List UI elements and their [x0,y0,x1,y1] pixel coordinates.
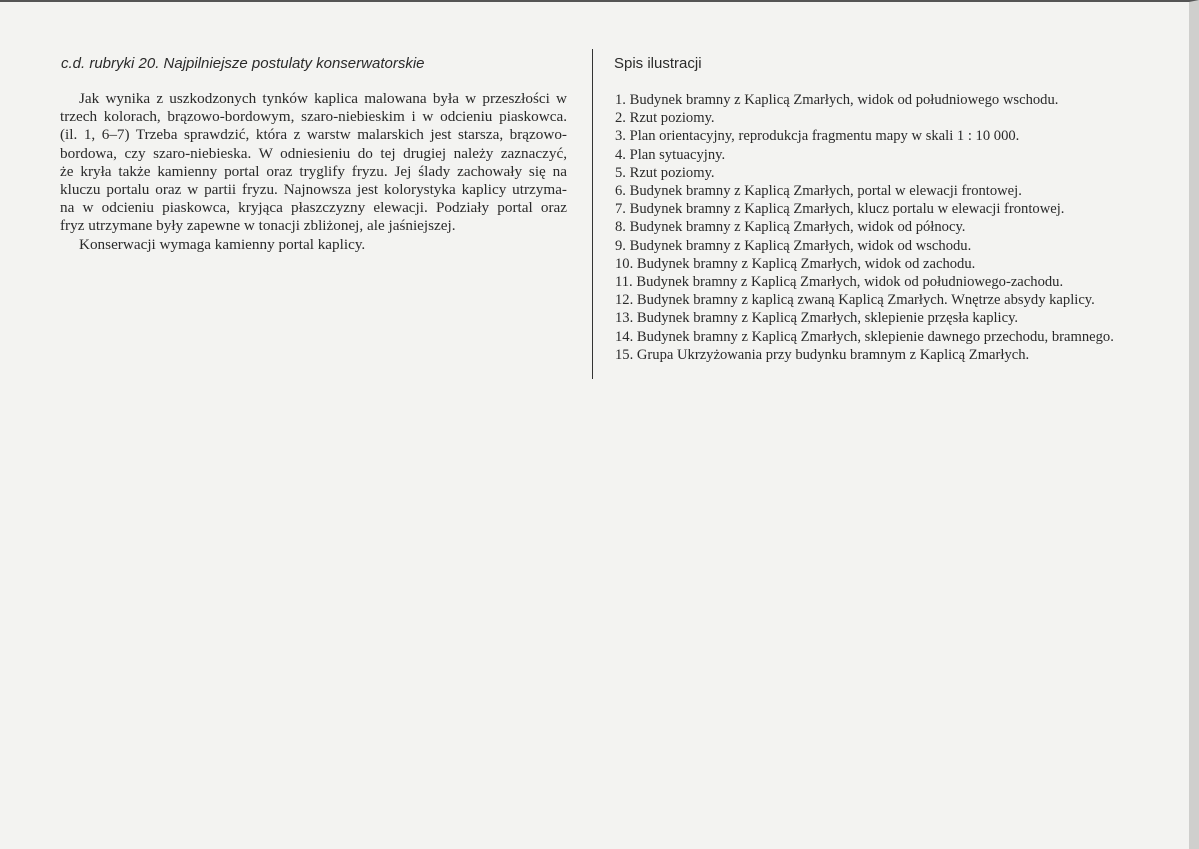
text-line: na w odcieniu piaskowca, kryjąca płaszczyzny elewacji. Podziały portal oraz [60,199,567,217]
illustration-list-item: 2. Rzut poziomy. [615,110,715,127]
text-line: bordowa, czy szaro-niebieska. W odniesieniu do tej drugiej należy zaznaczyć, [60,144,567,162]
text-line: Jak wynika z uszkodzonych tynków kaplica malowana była w przeszłości w [79,90,567,107]
illustration-list-item: 12. Budynek bramny z kaplicą zwaną Kaplicą Zmarłych. Wnętrze absydy kaplicy. [615,292,1095,309]
illustration-list-item: 9. Budynek bramny z Kaplicą Zmarłych, widok od wschodu. [615,237,972,254]
text-line: fryz utrzymane były zapewne w tonacji zbliżonej, ale jaśniejszej. [60,217,456,235]
text-line: trzech kolorach, brązowo-bordowym, szaro-niebieskim i w odcieniu piaskowca. [60,108,567,126]
illustration-list-item: 6. Budynek bramny z Kaplicą Zmarłych, portal w elewacji frontowej. [615,183,1022,200]
illustration-list-item: 15. Grupa Ukrzyżowania przy budynku bramnym z Kaplicą Zmarłych. [615,346,1030,363]
illustrations-heading: Spis ilustracji [614,55,702,72]
illustrations-list [615,91,1114,364]
illustration-list-item: 10. Budynek bramny z Kaplicą Zmarłych, widok od zachodu. [615,255,976,272]
text-line: kluczu portalu oraz w partii fryzu. Najnowsza jest kolorystyka kaplicy utrzyma- [60,181,567,199]
text-line: (il. 1, 6–7) Trzeba sprawdzić, która z warstw malarskich jest starsza, brązowo- [60,126,567,144]
illustration-list-item: 14. Budynek bramny z Kaplicą Zmarłych, sklepienie dawnego przechodu, bramnego. [615,328,1114,345]
body-text [60,90,567,254]
illustration-list-item: 7. Budynek bramny z Kaplicą Zmarłych, klucz portalu w elewacji frontowej. [615,201,1065,218]
illustration-list-item: 3. Plan orientacyjny, reprodukcja fragmentu mapy w skali 1 : 10 000. [615,128,1020,145]
illustration-list-item: 8. Budynek bramny z Kaplicą Zmarłych, widok od północy. [615,219,966,236]
illustration-list-item: 4. Plan sytuacyjny. [615,146,726,163]
illustration-list-item: 5. Rzut poziomy. [615,164,715,181]
illustration-list-item: 13. Budynek bramny z Kaplicą Zmarłych, sklepienie przęsła kaplicy. [615,310,1019,327]
illustration-list-item: 1. Budynek bramny z Kaplicą Zmarłych, widok od południowego wschodu. [615,92,1059,108]
text-line: Konserwacji wymaga kamienny portal kaplicy. [79,235,366,253]
section-heading: c.d. rubryki 20. Najpilniejsze postulaty konserwatorskie [61,55,425,72]
illustration-list-item: 11. Budynek bramny z Kaplicą Zmarłych, widok od południowego-zachodu. [615,274,1064,291]
text-line: że kryła także kamienny portal oraz tryglify fryzu. Jej ślady zachowały się na [60,162,567,180]
column-divider [592,49,593,379]
